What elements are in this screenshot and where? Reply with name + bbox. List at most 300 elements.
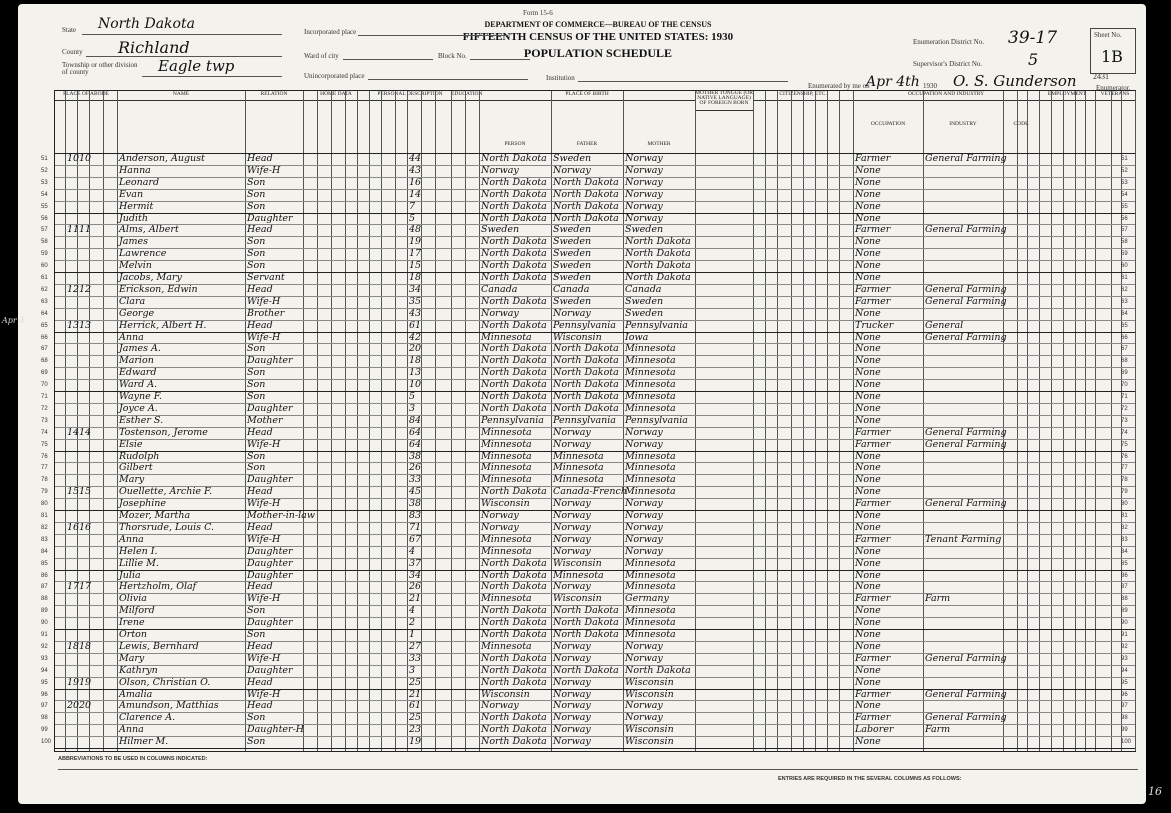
cell-bp: Minnesota — [481, 426, 532, 438]
cell-age: 64 — [409, 426, 422, 438]
cell-mb: Norway — [625, 521, 663, 533]
cell-name: Lillie M. — [119, 557, 159, 569]
cell-dw: 11 — [67, 224, 80, 236]
cell-fam: 17 — [79, 581, 92, 593]
cell-bp: Norway — [481, 164, 519, 176]
cell-name: Hertzholm, Olaf — [119, 581, 197, 593]
cell-fb: Sweden — [553, 236, 592, 248]
county-value: Richland — [118, 38, 190, 57]
cell-bp: North Dakota — [481, 569, 547, 581]
line-number-right: 76 — [1121, 453, 1128, 460]
cell-mb: Norway — [625, 510, 663, 521]
cell-fb: North Dakota — [553, 176, 619, 188]
cell-bp: Norway — [481, 510, 519, 521]
section-home: HOME DATA — [303, 91, 369, 101]
section-education: EDUCATION — [451, 91, 479, 101]
cell-mb: Norway — [625, 176, 663, 188]
line-number-right: 55 — [1121, 203, 1128, 210]
cell-bp: North Dakota — [481, 676, 547, 688]
cell-name: Erickson, Edwin — [119, 283, 198, 295]
cell-bp: North Dakota — [481, 712, 547, 724]
cell-occ: Farmer — [855, 295, 891, 307]
cell-fb: Norway — [553, 652, 591, 664]
line-number: 73 — [41, 417, 48, 424]
line-number: 89 — [41, 608, 48, 615]
line-number: 69 — [41, 370, 48, 377]
cell-fb: Wisconsin — [553, 331, 602, 343]
section-birth: PLACE OF BIRTH — [479, 91, 695, 101]
line-number: 53 — [41, 179, 48, 186]
cell-rel: Daughter-H — [247, 724, 305, 736]
line-number: 100 — [41, 739, 52, 746]
cell-mb: Sweden — [625, 295, 664, 307]
cell-name: Leonard — [119, 176, 160, 188]
line-number: 52 — [41, 167, 48, 174]
cell-fb: Sweden — [553, 153, 592, 164]
line-number-right: 92 — [1121, 643, 1128, 650]
cell-mb: Minnesota — [625, 569, 676, 581]
column-rule — [1135, 91, 1136, 751]
section-occupation: OCCUPATION AND INDUSTRY — [853, 91, 1039, 101]
unincorporated-label: Unincorporated place — [304, 72, 365, 80]
ward-line — [343, 59, 433, 60]
cell-mb: Minnesota — [625, 486, 676, 498]
line-number: 77 — [41, 465, 48, 472]
cell-ind: General Farming — [925, 438, 1007, 450]
line-number-right: 56 — [1121, 215, 1128, 222]
cell-occ: Farmer — [855, 593, 891, 605]
cell-fb: Norway — [553, 700, 591, 712]
cell-fb: Norway — [553, 521, 591, 533]
cell-bp: North Dakota — [481, 664, 547, 676]
cell-rel: Daughter — [247, 545, 293, 557]
cell-bp: North Dakota — [481, 402, 547, 414]
cell-mb: Norway — [625, 438, 663, 450]
line-number: 88 — [41, 596, 48, 603]
supervisor-value: 5 — [1028, 50, 1039, 69]
cell-mb: Sweden — [625, 224, 664, 236]
cell-bp: North Dakota — [481, 652, 547, 664]
cell-age: 42 — [409, 331, 422, 343]
cell-occ: Farmer — [855, 224, 891, 236]
cell-mb: Norway — [625, 164, 663, 176]
cell-occ: Farmer — [855, 652, 891, 664]
cell-bp: North Dakota — [481, 605, 547, 617]
cell-age: 19 — [409, 236, 422, 248]
cell-mb: Sweden — [625, 307, 664, 319]
section-mother-tongue: MOTHER TONGUE (OR NATIVE LANGUAGE) OF FOREIGN BORN — [695, 91, 753, 111]
cell-fam: 18 — [79, 640, 92, 652]
cell-fam: 10 — [79, 153, 92, 164]
cell-fb: Norway — [553, 640, 591, 652]
cell-ind: General Farming — [925, 224, 1007, 236]
cell-ind: General Farming — [925, 331, 1007, 343]
cell-rel: Son — [247, 188, 266, 200]
cell-dw: 18 — [67, 640, 80, 652]
cell-fam: 16 — [79, 521, 92, 533]
cell-occ: Farmer — [855, 712, 891, 724]
cell-fb: Norway — [553, 426, 591, 438]
line-number: 54 — [41, 191, 48, 198]
line-number-right: 52 — [1121, 167, 1128, 174]
cell-occ: None — [855, 640, 881, 652]
cell-bp: North Dakota — [481, 200, 547, 212]
cell-fb: Canada — [553, 283, 590, 295]
cell-occ: Farmer — [855, 533, 891, 545]
cell-fb: North Dakota — [553, 605, 619, 617]
cell-fb: Sweden — [553, 295, 592, 307]
cell-mb: Wisconsin — [625, 688, 674, 700]
enumerator-label: Enumerator. — [1096, 84, 1131, 92]
cell-age: 4 — [409, 545, 416, 557]
section-employment: EMPLOYMENT — [1039, 91, 1095, 101]
cell-bp: North Dakota — [481, 343, 547, 355]
cell-fam: 14 — [79, 426, 92, 438]
cell-occ: Farmer — [855, 688, 891, 700]
cell-bp: Minnesota — [481, 462, 532, 474]
cell-bp: Minnesota — [481, 438, 532, 450]
cell-rel: Son — [247, 379, 266, 391]
cell-name: Orton — [119, 629, 147, 640]
cell-fb: Norway — [553, 688, 591, 700]
line-number-right: 95 — [1121, 679, 1128, 686]
cell-fb: Norway — [553, 307, 591, 319]
cell-occ: None — [855, 510, 881, 521]
cell-occ: Farmer — [855, 438, 891, 450]
cell-name: Ouellette, Archie F. — [119, 486, 213, 498]
cell-rel: Daughter — [247, 617, 293, 629]
cell-rel: Head — [247, 640, 273, 652]
cell-name: Lawrence — [119, 248, 167, 260]
cell-name: Alms, Albert — [119, 224, 179, 236]
cell-age: 3 — [409, 402, 416, 414]
cell-dw: 13 — [67, 319, 80, 331]
cell-rel: Head — [247, 153, 273, 164]
line-number: 63 — [41, 298, 48, 305]
line-number: 86 — [41, 572, 48, 579]
cell-fb: Norway — [553, 676, 591, 688]
cell-name: Anna — [119, 724, 144, 736]
line-number-right: 63 — [1121, 298, 1128, 305]
cell-ind: General Farming — [925, 153, 1007, 164]
cell-fb: North Dakota — [553, 617, 619, 629]
cell-fb: Norway — [553, 712, 591, 724]
cell-rel: Son — [247, 236, 266, 248]
cell-rel: Wife-H — [247, 688, 281, 700]
cell-mb: Minnesota — [625, 402, 676, 414]
cell-dw: 20 — [67, 700, 80, 712]
cell-name: Helen I. — [119, 545, 158, 557]
cell-name: Evan — [119, 188, 144, 200]
cell-rel: Wife-H — [247, 331, 281, 343]
cell-bp: North Dakota — [481, 617, 547, 629]
cell-fb: Minnesota — [553, 450, 604, 462]
line-number-right: 78 — [1121, 477, 1128, 484]
cell-name: Herrick, Albert H. — [119, 319, 207, 331]
cell-mb: Norway — [625, 188, 663, 200]
cell-name: Mozer, Martha — [119, 510, 191, 521]
cell-bp: Minnesota — [481, 474, 532, 486]
line-number: 74 — [41, 429, 48, 436]
cell-occ: None — [855, 272, 881, 283]
cell-fb: Sweden — [553, 272, 592, 283]
cell-bp: North Dakota — [481, 260, 547, 272]
cell-bp: North Dakota — [481, 486, 547, 498]
corner-number: 2431 — [1093, 72, 1109, 81]
cell-rel: Wife-H — [247, 533, 281, 545]
cell-age: 43 — [409, 164, 422, 176]
cell-rel: Son — [247, 605, 266, 617]
cell-ind: Tenant Farming — [925, 533, 1002, 545]
cell-fb: Sweden — [553, 260, 592, 272]
cell-mb: North Dakota — [625, 272, 691, 283]
line-number: 78 — [41, 477, 48, 484]
cell-age: 16 — [409, 176, 422, 188]
cell-ind: General Farming — [925, 712, 1007, 724]
cell-bp: North Dakota — [481, 581, 547, 593]
cell-bp: North Dakota — [481, 629, 547, 640]
cell-rel: Daughter — [247, 474, 293, 486]
cell-bp: Minnesota — [481, 593, 532, 605]
cell-ind: Farm — [925, 593, 951, 605]
footer-instructions — [58, 769, 1138, 798]
census-sheet — [18, 4, 1146, 804]
cell-fb: North Dakota — [553, 391, 619, 402]
cell-rel: Wife-H — [247, 438, 281, 450]
cell-rel: Head — [247, 700, 273, 712]
cell-age: 33 — [409, 652, 422, 664]
cell-name: Olson, Christian O. — [119, 676, 211, 688]
line-number: 85 — [41, 560, 48, 567]
line-number: 93 — [41, 655, 48, 662]
cell-occ: None — [855, 212, 881, 224]
line-number-right: 83 — [1121, 536, 1128, 543]
cell-age: 5 — [409, 212, 416, 224]
cell-rel: Son — [247, 248, 266, 260]
cell-occ: None — [855, 557, 881, 569]
line-number-right: 62 — [1121, 286, 1128, 293]
cell-fb: North Dakota — [553, 188, 619, 200]
cell-rel: Brother — [247, 307, 285, 319]
cell-rel: Head — [247, 676, 273, 688]
cell-bp: North Dakota — [481, 295, 547, 307]
cell-name: Clarence A. — [119, 712, 176, 724]
line-number-right: 86 — [1121, 572, 1128, 579]
cell-fb: North Dakota — [553, 343, 619, 355]
cell-name: Hanna — [119, 164, 151, 176]
cell-fb: Norway — [553, 581, 591, 593]
cell-mb: Minnesota — [625, 391, 676, 402]
cell-ind: General Farming — [925, 652, 1007, 664]
cell-dw: 16 — [67, 521, 80, 533]
cell-fam: 12 — [79, 283, 92, 295]
cell-fb: Minnesota — [553, 462, 604, 474]
cell-bp: Wisconsin — [481, 498, 530, 510]
cell-name: Lewis, Bernhard — [119, 640, 199, 652]
cell-name: Hilmer M. — [119, 736, 169, 748]
cell-fb: Canada-French — [553, 486, 627, 498]
cell-bp: Minnesota — [481, 545, 532, 557]
line-number: 60 — [41, 263, 48, 270]
line-number: 70 — [41, 382, 48, 389]
cell-rel: Servant — [247, 272, 285, 283]
line-number-right: 91 — [1121, 632, 1128, 638]
line-number-right: 66 — [1121, 334, 1128, 341]
line-number-right: 70 — [1121, 382, 1128, 389]
cell-rel: Wife-H — [247, 164, 281, 176]
section-relation: RELATION — [245, 91, 303, 101]
line-number-right: 93 — [1121, 655, 1128, 662]
line-number: 97 — [41, 703, 48, 710]
cell-fam: 15 — [79, 486, 92, 498]
cell-age: 45 — [409, 486, 422, 498]
cell-rel: Son — [247, 260, 266, 272]
cell-age: 64 — [409, 438, 422, 450]
line-number-right: 74 — [1121, 429, 1128, 436]
enumerator-name: O. S. Gunderson — [953, 72, 1077, 90]
cell-name: Tostenson, Jerome — [119, 426, 208, 438]
cell-bp: North Dakota — [481, 724, 547, 736]
line-number-right: 98 — [1121, 715, 1128, 722]
cell-occ: None — [855, 402, 881, 414]
cell-bp: Pennsylvania — [481, 414, 544, 426]
line-number-right: 57 — [1121, 227, 1128, 234]
cell-mb: Iowa — [625, 331, 649, 343]
cell-mb: Norway — [625, 533, 663, 545]
cell-name: Rudolph — [119, 450, 160, 462]
cell-age: 37 — [409, 557, 422, 569]
line-number-right: 96 — [1121, 691, 1128, 698]
form-number: Form 15-6 — [523, 9, 553, 17]
line-number: 56 — [41, 215, 48, 222]
cell-mb: Norway — [625, 153, 663, 164]
cell-bp: North Dakota — [481, 736, 547, 748]
cell-age: 35 — [409, 295, 422, 307]
cell-fb: Wisconsin — [553, 557, 602, 569]
cell-fam: 11 — [79, 224, 92, 236]
unincorporated-line — [368, 79, 528, 80]
cell-mb: Norway — [625, 200, 663, 212]
line-number-right: 73 — [1121, 417, 1128, 424]
cell-age: 18 — [409, 355, 422, 367]
cell-fb: Norway — [553, 736, 591, 748]
cell-mb: Wisconsin — [625, 724, 674, 736]
cell-rel: Head — [247, 283, 273, 295]
cell-age: 61 — [409, 700, 422, 712]
cell-occ: None — [855, 379, 881, 391]
cell-name: Amalia — [119, 688, 153, 700]
cell-age: 3 — [409, 664, 416, 676]
cell-name: Judith — [119, 212, 148, 224]
line-number-right: 60 — [1121, 263, 1128, 270]
cell-occ: Farmer — [855, 426, 891, 438]
cell-occ: None — [855, 260, 881, 272]
cell-age: 38 — [409, 450, 422, 462]
cell-age: 7 — [409, 200, 416, 212]
cell-occ: None — [855, 176, 881, 188]
cell-rel: Son — [247, 200, 266, 212]
county-label: County — [62, 48, 83, 56]
cell-age: 44 — [409, 153, 422, 164]
cell-age: 27 — [409, 640, 422, 652]
enumerated-label: Enumerated by me on — [808, 82, 870, 90]
line-number: 51 — [41, 156, 48, 162]
cell-age: 17 — [409, 248, 422, 260]
line-number: 66 — [41, 334, 48, 341]
cell-mb: Norway — [625, 545, 663, 557]
cell-rel: Daughter — [247, 664, 293, 676]
cell-name: Amundson, Matthias — [119, 700, 219, 712]
cell-occ: None — [855, 367, 881, 379]
punch-hole — [1150, 570, 1159, 579]
cell-bp: Minnesota — [481, 533, 532, 545]
industry-label: INDUSTRY — [949, 121, 977, 127]
township-value: Eagle twp — [158, 57, 235, 75]
cell-fb: Norway — [553, 164, 591, 176]
cell-rel: Head — [247, 426, 273, 438]
cell-rel: Wife-H — [247, 652, 281, 664]
line-number: 99 — [41, 727, 48, 734]
line-number: 76 — [41, 453, 48, 460]
cell-occ: None — [855, 521, 881, 533]
punch-hole — [1150, 250, 1159, 259]
cell-fb: North Dakota — [553, 629, 619, 640]
schedule-title: POPULATION SCHEDULE — [523, 46, 673, 60]
cell-occ: Laborer — [855, 724, 894, 736]
cell-rel: Son — [247, 736, 266, 748]
cell-name: Mary — [119, 474, 145, 486]
line-number: 80 — [41, 501, 48, 508]
cell-rel: Daughter — [247, 355, 293, 367]
cell-rel: Mother-in-law — [247, 510, 315, 521]
cell-age: 13 — [409, 367, 422, 379]
cell-ind: General Farming — [925, 283, 1007, 295]
cell-fb: Wisconsin — [553, 593, 602, 605]
cell-rel: Head — [247, 521, 273, 533]
line-number: 87 — [41, 584, 48, 591]
cell-mb: Minnesota — [625, 462, 676, 474]
line-number: 81 — [41, 513, 48, 519]
cell-fb: Pennsylvania — [553, 414, 616, 426]
cell-bp: Canada — [481, 283, 518, 295]
line-number-right: 99 — [1121, 727, 1128, 734]
cell-age: 19 — [409, 736, 422, 748]
cell-occ: None — [855, 188, 881, 200]
cell-occ: None — [855, 248, 881, 260]
line-number: 58 — [41, 239, 48, 246]
birth-father-label: FATHER — [576, 141, 598, 147]
township-label: Township or other division of county — [62, 61, 138, 76]
cell-fb: Sweden — [553, 248, 592, 260]
cell-fb: Norway — [553, 724, 591, 736]
cell-mb: Minnesota — [625, 581, 676, 593]
line-number-right: 61 — [1121, 275, 1128, 281]
cell-age: 38 — [409, 498, 422, 510]
cell-age: 26 — [409, 581, 422, 593]
cell-rel: Son — [247, 462, 266, 474]
cell-bp: North Dakota — [481, 391, 547, 402]
cell-bp: North Dakota — [481, 557, 547, 569]
cell-occ: None — [855, 343, 881, 355]
abbreviations-title: ABBREVIATIONS TO BE USED IN COLUMNS INDICATED: — [58, 756, 208, 762]
cell-fb: North Dakota — [553, 355, 619, 367]
state-label: State — [62, 26, 76, 34]
cell-occ: None — [855, 569, 881, 581]
cell-occ: None — [855, 676, 881, 688]
cell-rel: Head — [247, 486, 273, 498]
cell-fb: Norway — [553, 510, 591, 521]
cell-bp: North Dakota — [481, 248, 547, 260]
